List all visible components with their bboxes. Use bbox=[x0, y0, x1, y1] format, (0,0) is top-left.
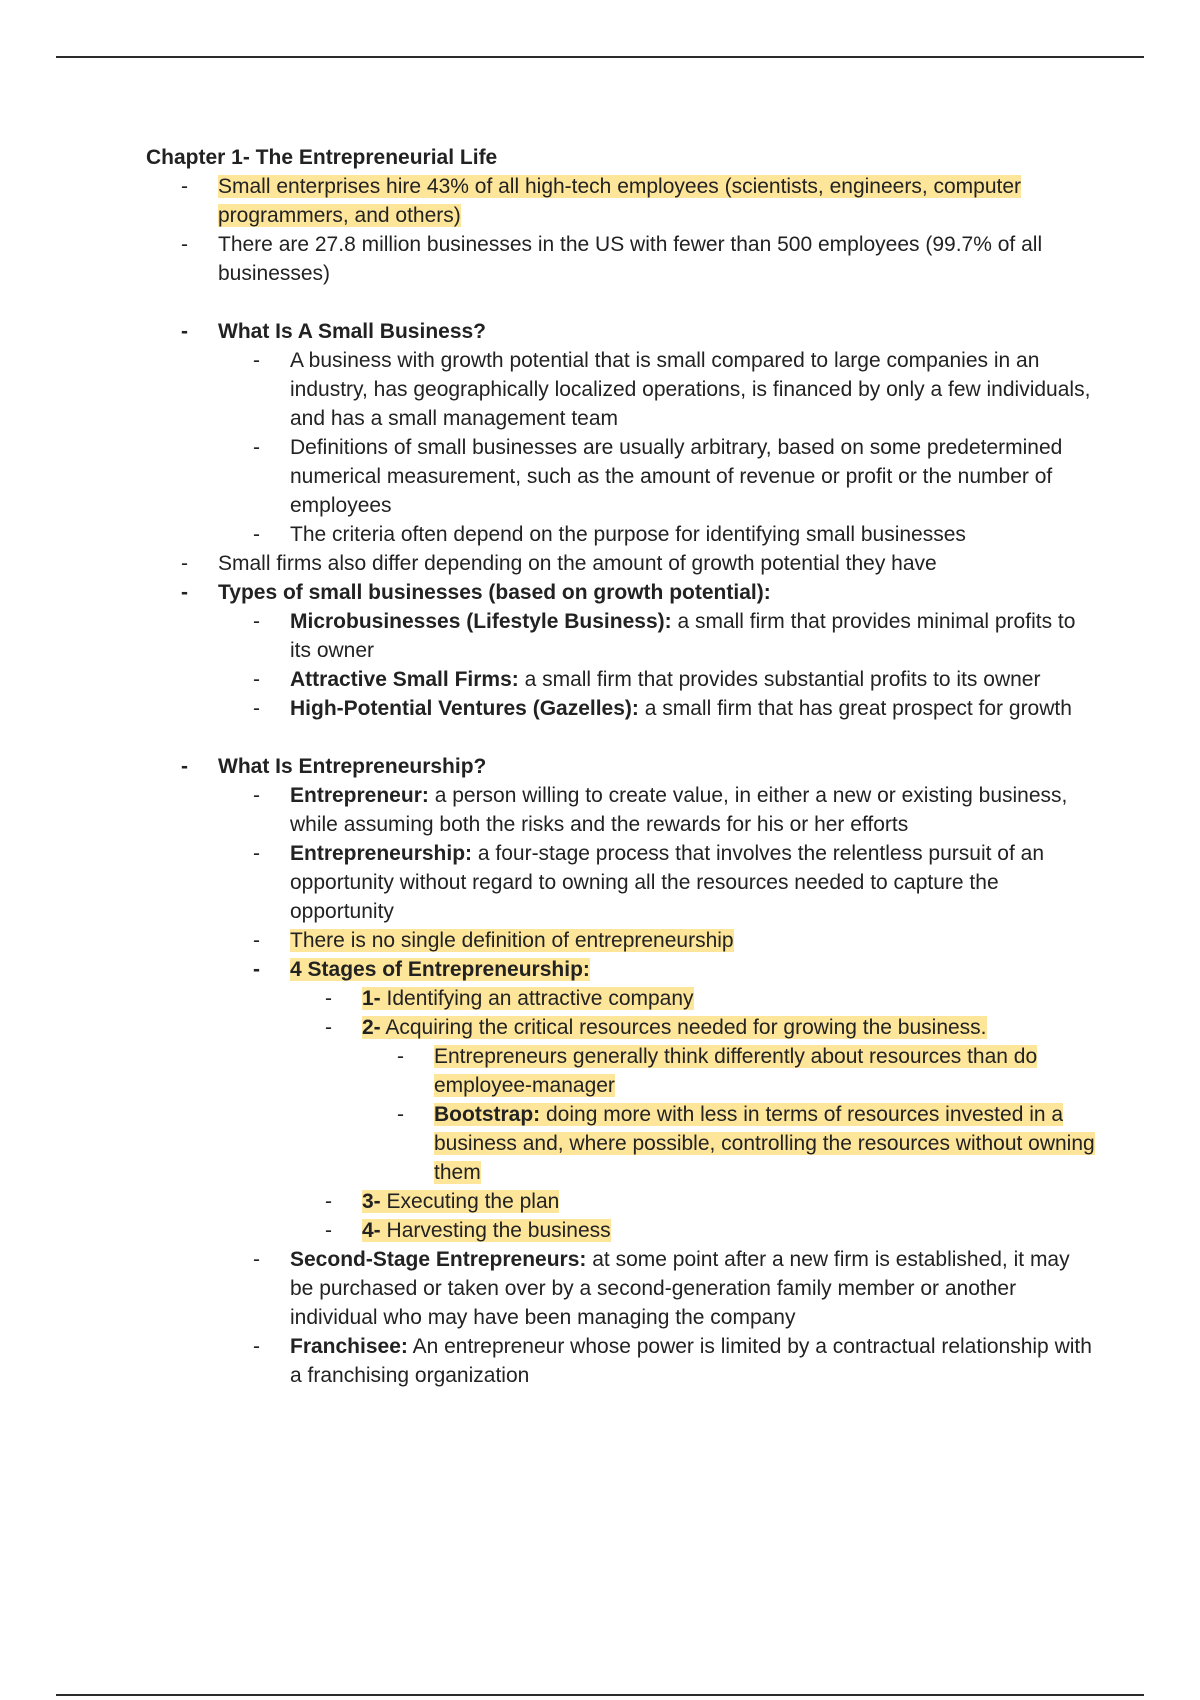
definition: a small firm that has great prospect for growth bbox=[638, 697, 1072, 720]
highlighted-text bbox=[434, 1103, 1095, 1184]
list-item-business-count bbox=[218, 230, 1096, 288]
term: Bootstrap: bbox=[434, 1103, 541, 1126]
list-item bbox=[290, 665, 1096, 694]
list-item bbox=[290, 781, 1096, 839]
list-item bbox=[290, 839, 1096, 926]
definition: a person willing to create value, in either a new or existing business, while assuming both the risks and the rewards for his or her efforts bbox=[290, 784, 1068, 836]
top-rule bbox=[56, 56, 1144, 58]
main-list bbox=[146, 172, 1096, 1390]
stage-text: Executing the plan bbox=[380, 1190, 560, 1213]
stages-list bbox=[290, 984, 1096, 1245]
list-item bbox=[290, 346, 1096, 433]
stages-heading: 4 Stages of Entrepreneurship: bbox=[290, 958, 590, 981]
list-item bbox=[290, 926, 1096, 955]
section-heading: What Is A Small Business? bbox=[218, 320, 487, 343]
chapter-title: Chapter 1- The Entrepreneurial Life bbox=[146, 146, 498, 169]
term: Second-Stage Entrepreneurs: bbox=[290, 1248, 587, 1271]
section-small-business bbox=[218, 317, 1096, 549]
stage-number: 3- bbox=[362, 1190, 381, 1213]
list-item bbox=[290, 607, 1096, 665]
list-item-text: Small firms also differ depending on the amount of growth potential they have bbox=[218, 552, 937, 575]
section-heading: Types of small businesses (based on growth potential): bbox=[218, 581, 771, 604]
term: Microbusinesses (Lifestyle Business): bbox=[290, 610, 672, 633]
definition: a small firm that provides minimal profits to its owner bbox=[290, 610, 1076, 662]
types-list bbox=[218, 607, 1096, 723]
small-business-list bbox=[218, 346, 1096, 549]
term: Franchisee: bbox=[290, 1335, 408, 1358]
highlighted-text bbox=[362, 1016, 987, 1039]
term: Entrepreneurship: bbox=[290, 842, 473, 865]
highlighted-text bbox=[362, 1219, 611, 1242]
highlighted-text: There is no single definition of entrepreneurship bbox=[290, 929, 734, 952]
section-types bbox=[218, 578, 1096, 723]
list-item-hightech bbox=[218, 172, 1096, 230]
list-item bbox=[434, 1100, 1096, 1187]
term: High-Potential Ventures (Gazelles): bbox=[290, 697, 639, 720]
list-item-stages bbox=[290, 955, 1096, 1245]
stage-text: Harvesting the business bbox=[380, 1219, 611, 1242]
list-item-text: A business with growth potential that is small compared to large companies in an industry, has geographically localized operations, is financed by only a few individuals, and has a small management team bbox=[290, 349, 1091, 430]
list-item-text: The criteria often depend on the purpose for identifying small businesses bbox=[290, 523, 966, 546]
stage-item bbox=[362, 1216, 1096, 1245]
term: Entrepreneur: bbox=[290, 784, 429, 807]
stage-number: 1- bbox=[362, 987, 381, 1010]
bottom-rule bbox=[56, 1694, 1144, 1696]
stage-item bbox=[362, 1013, 1096, 1187]
stage-item bbox=[362, 1187, 1096, 1216]
section-entrepreneurship bbox=[218, 752, 1096, 1390]
definition: a four-stage process that involves the relentless pursuit of an opportunity without regard to owning all the resources needed to capture the opportunity bbox=[290, 842, 1045, 923]
list-item-differ bbox=[218, 549, 1096, 578]
highlighted-text bbox=[362, 1190, 559, 1213]
stage-number: 2- bbox=[362, 1016, 381, 1039]
definition: at some point after a new firm is established, it may be purchased or taken over by a second-generation family member or another individual who may have been managing the company bbox=[290, 1248, 1070, 1329]
section-heading: What Is Entrepreneurship? bbox=[218, 755, 487, 778]
list-item bbox=[290, 1245, 1096, 1332]
stage2-notes bbox=[362, 1042, 1096, 1187]
definition: An entrepreneur whose power is limited by a contractual relationship with a franchising organization bbox=[290, 1335, 1092, 1387]
list-item bbox=[290, 433, 1096, 520]
stage-item bbox=[362, 984, 1096, 1013]
list-item bbox=[290, 694, 1096, 723]
list-item bbox=[290, 1332, 1096, 1390]
entrepreneurship-list bbox=[218, 781, 1096, 1390]
highlighted-text: Entrepreneurs generally think differently about resources than do employee-manager bbox=[434, 1045, 1038, 1097]
stage-number: 4- bbox=[362, 1219, 381, 1242]
list-item-text: There are 27.8 million businesses in the US with fewer than 500 employees (99.7% of all businesses) bbox=[218, 233, 1043, 285]
highlighted-text bbox=[362, 987, 694, 1010]
stage-text: Acquiring the critical resources needed for growing the business. bbox=[380, 1016, 987, 1039]
list-item-text: Definitions of small businesses are usually arbitrary, based on some predetermined numerical measurement, such as the amount of revenue or profit or the number of employees bbox=[290, 436, 1063, 517]
list-item bbox=[434, 1042, 1096, 1100]
document-body bbox=[146, 143, 1096, 1390]
highlighted-text: Small enterprises hire 43% of all high-tech employees (scientists, engineers, computer programmers, and others) bbox=[218, 175, 1022, 227]
term: Attractive Small Firms: bbox=[290, 668, 519, 691]
definition: doing more with less in terms of resources invested in a business and, where possible, controlling the resources without owning them bbox=[434, 1103, 1095, 1184]
definition: a small firm that provides substantial profits to its owner bbox=[518, 668, 1041, 691]
list-item bbox=[290, 520, 1096, 549]
stage-text: Identifying an attractive company bbox=[380, 987, 694, 1010]
